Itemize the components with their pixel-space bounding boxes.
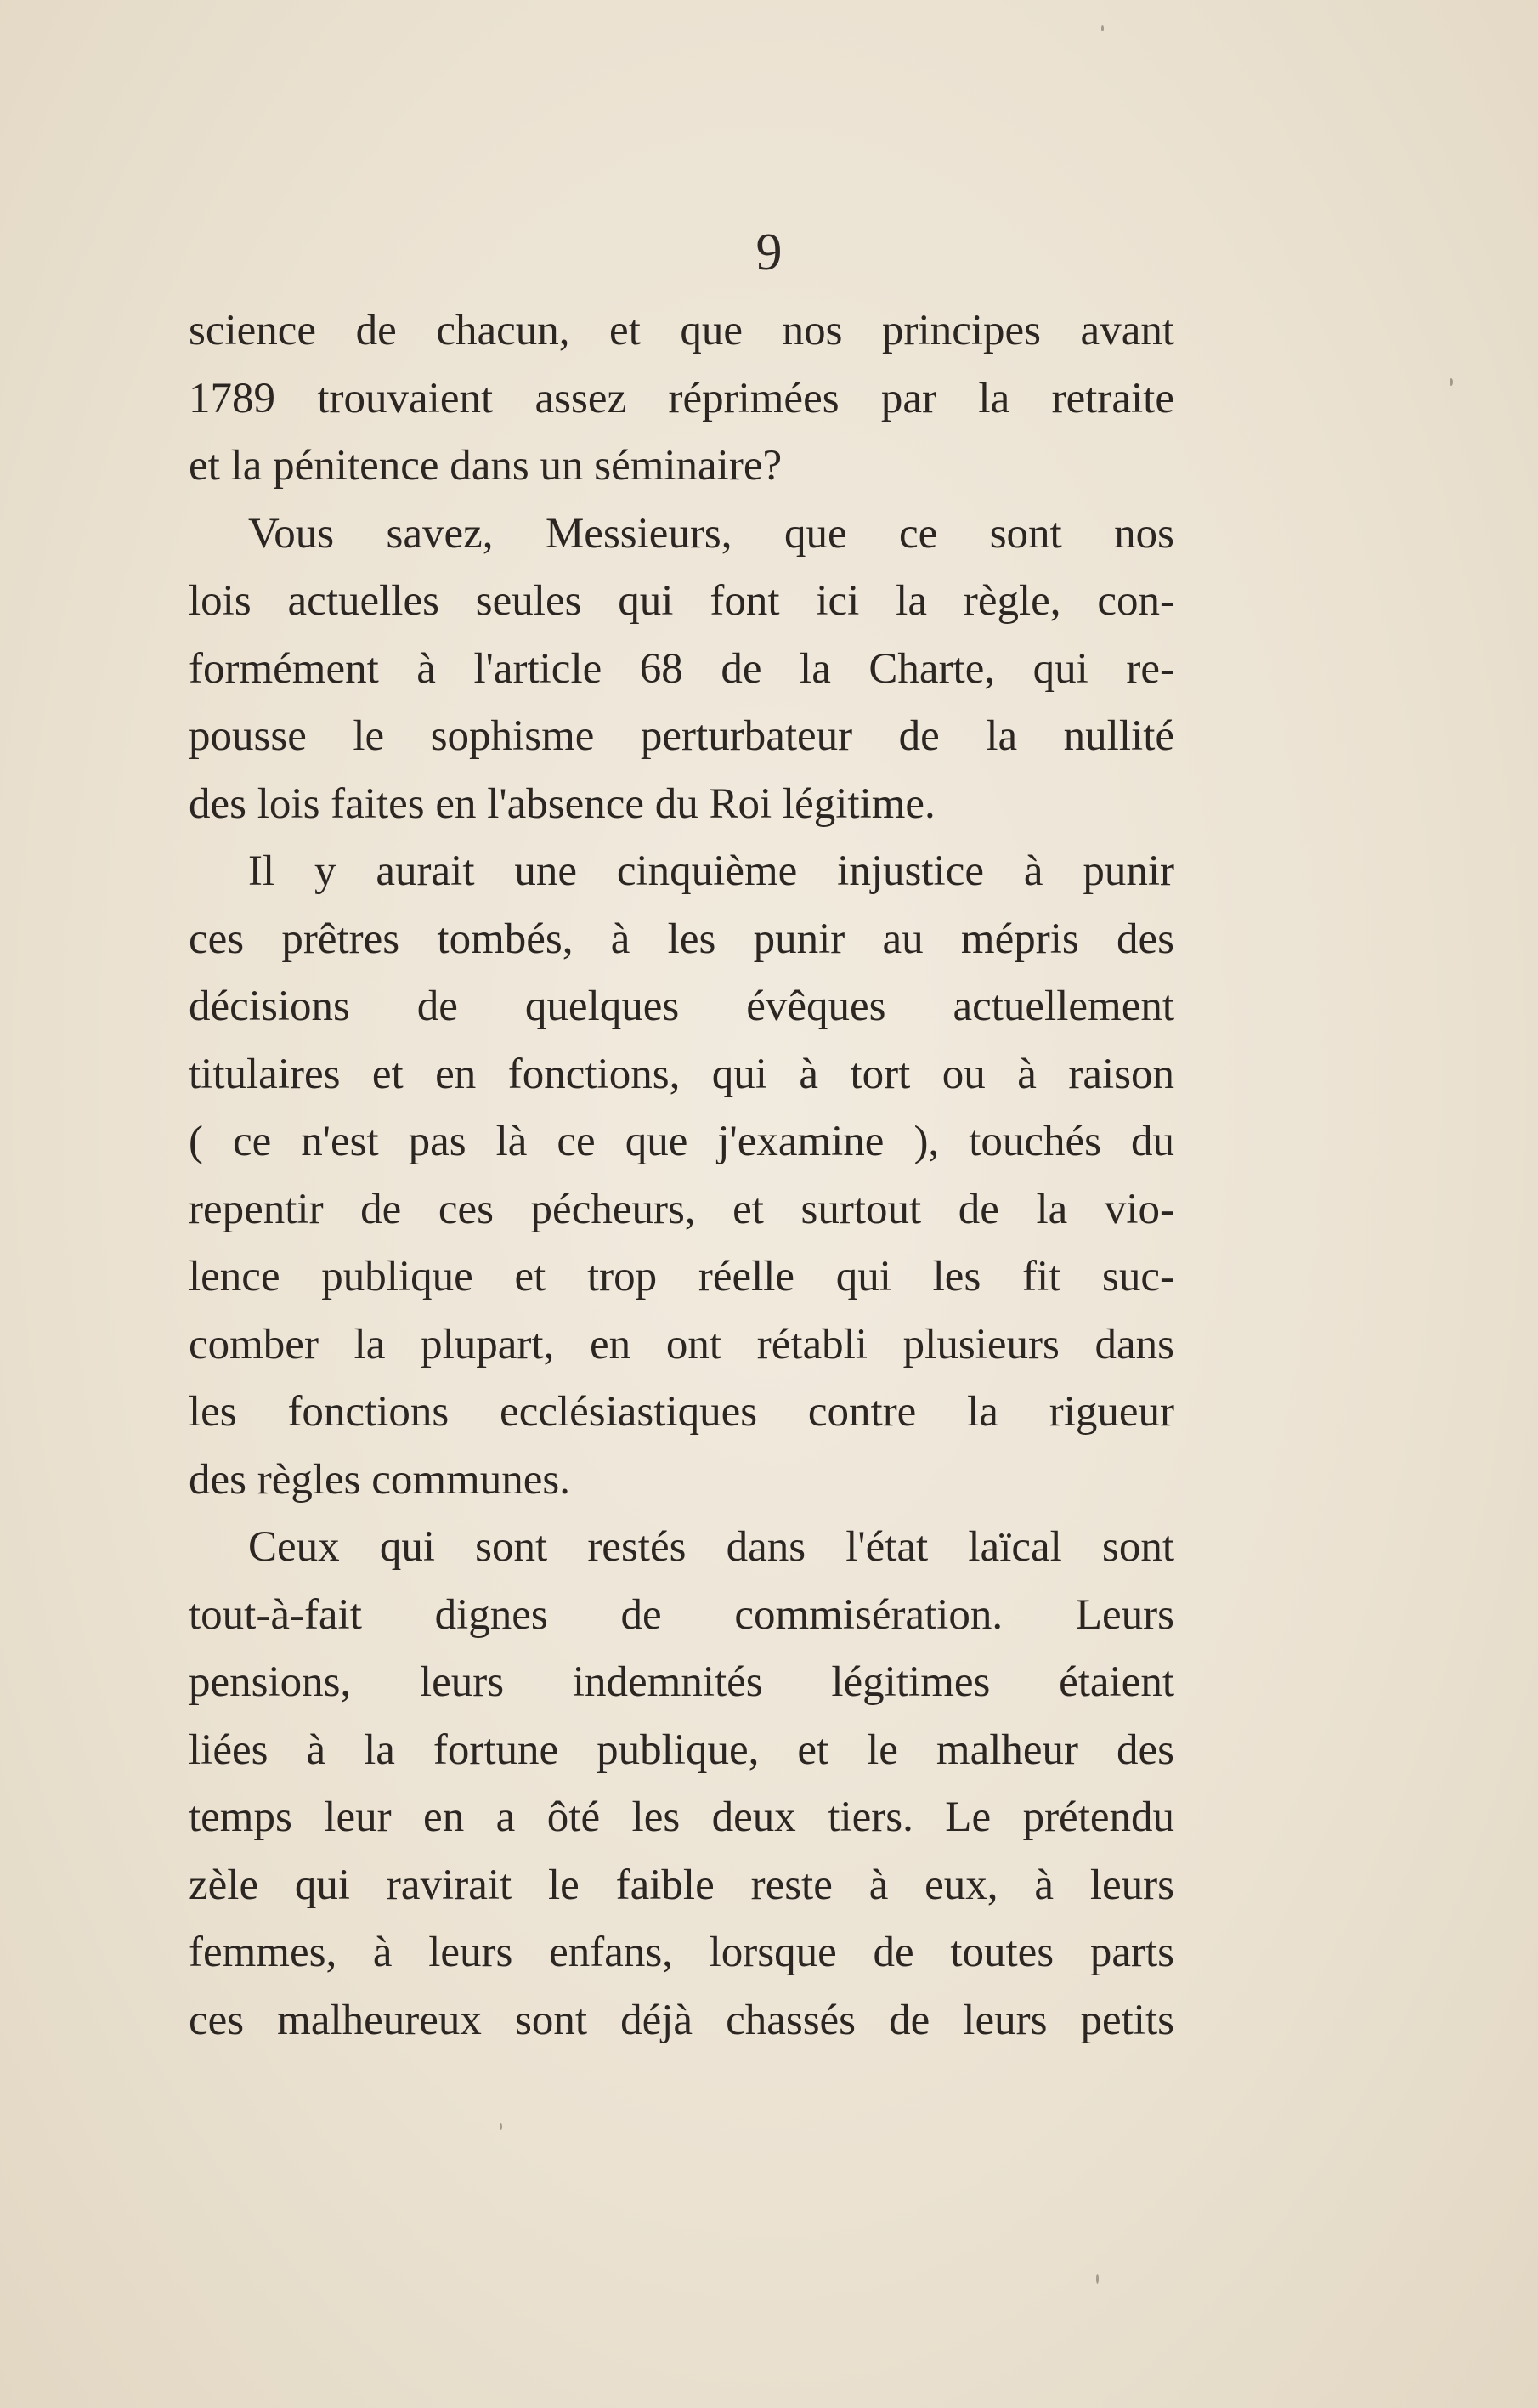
text-line: titulaires et en fonctions, qui à tort ou à raison <box>189 1050 1174 1098</box>
text-line: les fonctions ecclésiastiques contre la rigueur <box>189 1388 1174 1436</box>
text-line: lence publique et trop réelle qui les fit suc- <box>189 1253 1174 1300</box>
text-line: des lois faites en l'absence du Roi légitime. <box>189 779 936 828</box>
text-line: ces malheureux sont déjà chassés de leurs petits <box>189 1996 1174 2044</box>
text-line: zèle qui ravirait le faible reste à eux, à leurs <box>189 1861 1174 1909</box>
text-line: femmes, à leurs enfans, lorsque de toutes parts <box>189 1929 1174 1976</box>
text-line: lois actuelles seules qui font ici la règle, con- <box>189 577 1174 625</box>
text-line: pousse le sophisme perturbateur de la nullité <box>189 712 1174 760</box>
body-text <box>189 297 1174 2054</box>
paper-speck <box>1450 378 1453 386</box>
text-line: repentir de ces pécheurs, et surtout de la vio- <box>189 1185 1174 1233</box>
text-line: ( ce n'est pas là ce que j'examine ), touchés du <box>189 1118 1174 1165</box>
text-line: Ceux qui sont restés dans l'état laïcal sont <box>248 1523 1174 1571</box>
text-line: et la pénitence dans un séminaire? <box>189 442 783 490</box>
text-line: formément à l'article 68 de la Charte, qui re- <box>189 644 1174 693</box>
text-line: liées à la fortune publique, et le malheur des <box>189 1725 1174 1774</box>
text-line: comber la plupart, en ont rétabli plusieurs dans <box>189 1320 1174 1368</box>
paper-speck <box>500 2123 502 2130</box>
paper-speck <box>1096 2274 1099 2284</box>
text-line: 1789 trouvaient assez réprimées par la retraite <box>189 374 1174 422</box>
text-line: ces prêtres tombés, à les punir au mépris des <box>189 915 1174 963</box>
text-line: tout-à-fait dignes de commisération. Leurs <box>189 1590 1174 1639</box>
text-line: Vous savez, Messieurs, que ce sont nos <box>248 509 1174 558</box>
text-line: décisions de quelques évêques actuellement <box>189 983 1174 1030</box>
paper-speck <box>1101 25 1104 31</box>
text-line: temps leur en a ôté les deux tiers. Le prétendu <box>189 1793 1174 1841</box>
text-line: Il y aurait une cinquième injustice à punir <box>248 847 1174 895</box>
text-line: des règles communes. <box>189 1455 570 1504</box>
text-line: science de chacun, et que nos principes avant <box>189 307 1174 354</box>
text-line: pensions, leurs indemnités légitimes étaient <box>189 1658 1174 1706</box>
page-number: 9 <box>755 224 783 281</box>
